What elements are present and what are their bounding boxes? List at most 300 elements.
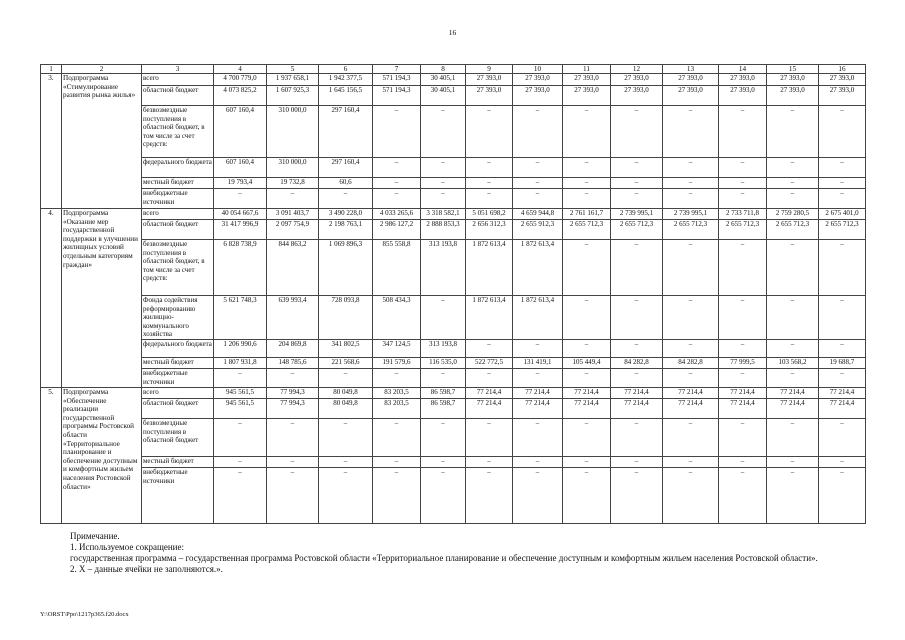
amount-cell: 2 198 763,1 [319, 220, 373, 240]
amount-cell: 77 214,4 [819, 398, 866, 418]
amount-cell: 2 739 995,1 [611, 209, 663, 220]
amount-cell: 27 393,0 [767, 86, 819, 106]
amount-cell: – [819, 178, 866, 189]
amount-cell: – [513, 178, 563, 189]
amount-cell: 313 193,8 [421, 240, 466, 296]
amount-cell: 191 579,6 [373, 357, 421, 368]
amount-cell: 2 986 127,2 [373, 220, 421, 240]
amount-cell: 27 393,0 [719, 74, 767, 86]
amount-cell: – [373, 467, 421, 523]
amount-cell: – [663, 418, 719, 456]
funding-source: местный бюджет [142, 456, 214, 467]
amount-cell: 27 393,0 [513, 86, 563, 106]
amount-cell: 77 214,4 [767, 387, 819, 398]
amount-cell: – [767, 418, 819, 456]
amount-cell: 77 999,5 [719, 357, 767, 368]
amount-cell: – [466, 339, 513, 357]
amount-cell: – [819, 296, 866, 340]
amount-cell: 77 994,3 [267, 387, 319, 398]
notes-section [40, 531, 870, 575]
amount-cell: 204 869,8 [267, 339, 319, 357]
amount-cell: 19 793,4 [214, 178, 267, 189]
amount-cell: 116 535,0 [421, 357, 466, 368]
amount-cell: – [466, 158, 513, 178]
amount-cell: 19 688,7 [819, 357, 866, 368]
amount-cell: – [421, 178, 466, 189]
amount-cell: 1 937 658,1 [267, 74, 319, 86]
table-row [41, 209, 866, 220]
amount-cell: – [319, 456, 373, 467]
amount-cell: – [563, 158, 611, 178]
amount-cell: 2 655 712,3 [819, 220, 866, 240]
amount-cell: 728 093,8 [319, 296, 373, 340]
amount-cell: 83 203,5 [373, 387, 421, 398]
amount-cell: 2 655 712,3 [611, 220, 663, 240]
table-row [41, 74, 866, 86]
amount-cell: 84 282,8 [611, 357, 663, 368]
amount-cell: – [421, 418, 466, 456]
amount-cell: – [767, 178, 819, 189]
amount-cell: 77 214,4 [513, 398, 563, 418]
amount-cell: 1 807 931,8 [214, 357, 267, 368]
amount-cell: 2 739 995,1 [663, 209, 719, 220]
amount-cell: – [466, 368, 513, 387]
amount-cell: 221 568,6 [319, 357, 373, 368]
amount-cell: 297 160,4 [319, 106, 373, 158]
amount-cell: – [663, 339, 719, 357]
amount-cell: – [563, 339, 611, 357]
amount-cell: 27 393,0 [563, 86, 611, 106]
amount-cell: – [663, 467, 719, 523]
table-row [41, 339, 866, 357]
amount-cell: – [513, 158, 563, 178]
amount-cell: 27 393,0 [466, 86, 513, 106]
amount-cell: 27 393,0 [611, 74, 663, 86]
table-row [41, 296, 866, 340]
amount-cell: – [563, 418, 611, 456]
amount-cell: – [767, 296, 819, 340]
funding-source: внебюджетные источники [142, 189, 214, 209]
funding-source: областной бюджет [142, 398, 214, 418]
amount-cell: 607 160,4 [214, 106, 267, 158]
header-row [41, 65, 866, 74]
amount-cell: – [421, 467, 466, 523]
amount-cell: 84 282,8 [663, 357, 719, 368]
amount-cell: 1 872 613,4 [466, 296, 513, 340]
amount-cell: 1 206 990,6 [214, 339, 267, 357]
amount-cell: – [466, 467, 513, 523]
amount-cell: – [267, 189, 319, 209]
amount-cell: 27 393,0 [563, 74, 611, 86]
amount-cell: 2 655 712,3 [767, 220, 819, 240]
amount-cell: – [513, 368, 563, 387]
amount-cell: – [267, 368, 319, 387]
amount-cell: 522 772,5 [466, 357, 513, 368]
table-row [41, 189, 866, 209]
table-body [41, 74, 866, 524]
amount-cell: 77 214,4 [719, 387, 767, 398]
amount-cell: 77 214,4 [819, 387, 866, 398]
amount-cell: – [767, 240, 819, 296]
amount-cell: 571 194,3 [373, 86, 421, 106]
note-item-1: 1. Используемое сокращение: [70, 542, 184, 552]
amount-cell: 508 434,3 [373, 296, 421, 340]
amount-cell: – [719, 240, 767, 296]
amount-cell: – [563, 456, 611, 467]
amount-cell: – [319, 189, 373, 209]
amount-cell: 639 993,4 [267, 296, 319, 340]
amount-cell: 77 994,3 [267, 398, 319, 418]
amount-cell: 2 759 280,5 [767, 209, 819, 220]
amount-cell: – [466, 456, 513, 467]
amount-cell: 30 405,1 [421, 74, 466, 86]
amount-cell: – [611, 368, 663, 387]
amount-cell: 27 393,0 [663, 74, 719, 86]
amount-cell: – [373, 368, 421, 387]
table-row [41, 158, 866, 178]
amount-cell: – [611, 106, 663, 158]
page-number: 16 [448, 28, 457, 37]
amount-cell: – [611, 456, 663, 467]
funding-source: Фонда содействия реформированию жилищно-коммунального хозяйства [142, 296, 214, 340]
amount-cell: 77 214,4 [663, 387, 719, 398]
amount-cell: – [819, 339, 866, 357]
amount-cell: 310 000,0 [267, 158, 319, 178]
amount-cell: – [719, 467, 767, 523]
note-item-1-text: государственная программа – государственная программа Ростовской области «Территориальное планирование и обеспечение доступным и комфортным жильем населения Ростовской области». [70, 553, 818, 563]
amount-cell: 27 393,0 [767, 74, 819, 86]
amount-cell: – [563, 106, 611, 158]
column-header: 11 [563, 65, 611, 74]
amount-cell: – [819, 158, 866, 178]
funding-source: внебюджетные источники [142, 467, 214, 523]
amount-cell: 77 214,4 [563, 387, 611, 398]
amount-cell: – [319, 467, 373, 523]
column-header: 12 [611, 65, 663, 74]
amount-cell: – [421, 106, 466, 158]
amount-cell: 3 490 228,0 [319, 209, 373, 220]
table-row [41, 456, 866, 467]
table-row [41, 240, 866, 296]
funding-source: безвозмездные поступления в областной бюджет, в том числе за счет средств: [142, 240, 214, 296]
amount-cell: – [611, 189, 663, 209]
amount-cell: 2 655 712,3 [719, 220, 767, 240]
amount-cell: – [373, 158, 421, 178]
amount-cell: – [421, 296, 466, 340]
column-header: 6 [319, 65, 373, 74]
amount-cell: 86 598,7 [421, 387, 466, 398]
amount-cell: 80 049,8 [319, 398, 373, 418]
amount-cell: – [563, 296, 611, 340]
funding-source: всего [142, 209, 214, 220]
amount-cell: 5 051 698,2 [466, 209, 513, 220]
amount-cell: – [719, 189, 767, 209]
amount-cell: 1 942 377,5 [319, 74, 373, 86]
note-item-2: 2. Х – данные ячейки не заполняются.». [70, 564, 223, 574]
funding-source: всего [142, 387, 214, 398]
budget-table [40, 64, 866, 524]
amount-cell: – [767, 456, 819, 467]
amount-cell: – [513, 189, 563, 209]
table-row [41, 220, 866, 240]
amount-cell: 1 872 613,4 [466, 240, 513, 296]
amount-cell: 2 655 912,3 [513, 220, 563, 240]
amount-cell: 77 214,4 [466, 398, 513, 418]
column-header: 2 [62, 65, 142, 74]
amount-cell: 310 000,0 [267, 106, 319, 158]
column-header: 3 [142, 65, 214, 74]
column-header: 9 [466, 65, 513, 74]
amount-cell: 27 393,0 [819, 86, 866, 106]
amount-cell: 2 655 712,3 [663, 220, 719, 240]
amount-cell: 40 054 667,6 [214, 209, 267, 220]
amount-cell: – [563, 368, 611, 387]
amount-cell: 855 558,8 [373, 240, 421, 296]
amount-cell: – [663, 456, 719, 467]
amount-cell: 6 828 738,9 [214, 240, 267, 296]
amount-cell: 313 193,8 [421, 339, 466, 357]
program-number: 3. [41, 74, 62, 209]
amount-cell: 105 449,4 [563, 357, 611, 368]
amount-cell: 5 621 748,3 [214, 296, 267, 340]
funding-source: областной бюджет [142, 86, 214, 106]
amount-cell: 83 203,5 [373, 398, 421, 418]
amount-cell: – [663, 158, 719, 178]
funding-source: федерального бюджета [142, 158, 214, 178]
amount-cell: 77 214,4 [563, 398, 611, 418]
amount-cell: – [767, 189, 819, 209]
amount-cell: 31 417 996,9 [214, 220, 267, 240]
amount-cell: – [214, 456, 267, 467]
table-row [41, 467, 866, 523]
notes-title: Примечание. [70, 531, 120, 541]
column-header: 4 [214, 65, 267, 74]
amount-cell: – [611, 418, 663, 456]
amount-cell: – [319, 418, 373, 456]
amount-cell: 2 675 401,0 [819, 209, 866, 220]
amount-cell: 4 033 265,6 [373, 209, 421, 220]
program-number: 4. [41, 209, 62, 388]
table-row [41, 357, 866, 368]
amount-cell: – [663, 106, 719, 158]
program-name: Подпрограмма «Оказание мер государственной поддержки в улучшении жилищных условий отдельным категориям граждан» [62, 209, 142, 388]
amount-cell: – [663, 296, 719, 340]
funding-source: безвозмездные поступления в областной бюджет, в том числе за счет средств: [142, 106, 214, 158]
column-header: 15 [767, 65, 819, 74]
amount-cell: 571 194,3 [373, 74, 421, 86]
amount-cell: – [819, 467, 866, 523]
amount-cell: – [373, 178, 421, 189]
amount-cell: – [719, 158, 767, 178]
amount-cell: – [819, 456, 866, 467]
column-header: 8 [421, 65, 466, 74]
amount-cell: 27 393,0 [611, 86, 663, 106]
column-header: 5 [267, 65, 319, 74]
amount-cell: 297 160,4 [319, 158, 373, 178]
amount-cell: 77 214,4 [513, 387, 563, 398]
column-header: 1 [41, 65, 62, 74]
amount-cell: 1 872 613,4 [513, 296, 563, 340]
amount-cell: – [214, 418, 267, 456]
table-row [41, 398, 866, 418]
amount-cell: 86 598,7 [421, 398, 466, 418]
amount-cell: – [611, 158, 663, 178]
amount-cell: – [563, 189, 611, 209]
amount-cell: – [513, 418, 563, 456]
amount-cell: – [611, 296, 663, 340]
amount-cell: – [719, 178, 767, 189]
amount-cell: – [719, 418, 767, 456]
amount-cell: – [663, 189, 719, 209]
amount-cell: – [663, 178, 719, 189]
amount-cell: – [267, 418, 319, 456]
amount-cell: 3 091 403,7 [267, 209, 319, 220]
amount-cell: 77 214,4 [719, 398, 767, 418]
amount-cell: 2 888 853,3 [421, 220, 466, 240]
amount-cell: – [767, 368, 819, 387]
amount-cell: – [319, 368, 373, 387]
amount-cell: – [611, 178, 663, 189]
amount-cell: 2 097 754,9 [267, 220, 319, 240]
amount-cell: – [611, 339, 663, 357]
amount-cell: 19 732,8 [267, 178, 319, 189]
amount-cell: – [819, 240, 866, 296]
column-header: 13 [663, 65, 719, 74]
amount-cell: – [373, 418, 421, 456]
funding-source: всего [142, 74, 214, 86]
amount-cell: – [466, 178, 513, 189]
amount-cell: 2 761 161,7 [563, 209, 611, 220]
amount-cell: – [719, 339, 767, 357]
amount-cell: – [719, 368, 767, 387]
amount-cell: – [466, 189, 513, 209]
amount-cell: – [373, 456, 421, 467]
amount-cell: 2 656 312,3 [466, 220, 513, 240]
amount-cell: – [373, 189, 421, 209]
amount-cell: – [819, 418, 866, 456]
amount-cell: 1 872 613,4 [513, 240, 563, 296]
amount-cell: – [663, 240, 719, 296]
amount-cell: – [563, 178, 611, 189]
funding-source: местный бюджет [142, 178, 214, 189]
amount-cell: 131 419,1 [513, 357, 563, 368]
amount-cell: 27 393,0 [663, 86, 719, 106]
table-row [41, 178, 866, 189]
amount-cell: – [513, 106, 563, 158]
amount-cell: 103 568,2 [767, 357, 819, 368]
file-path-footer: Y:\ORST\Ppo\1217p365.f20.docx [40, 611, 129, 618]
amount-cell: – [767, 467, 819, 523]
amount-cell: 1 069 896,3 [319, 240, 373, 296]
column-header: 14 [719, 65, 767, 74]
amount-cell: 347 124,5 [373, 339, 421, 357]
amount-cell: 844 863,2 [267, 240, 319, 296]
amount-cell: – [214, 368, 267, 387]
amount-cell: 30 405,1 [421, 86, 466, 106]
amount-cell: – [719, 296, 767, 340]
amount-cell: – [819, 368, 866, 387]
table-row [41, 418, 866, 456]
amount-cell: 4 700 779,0 [214, 74, 267, 86]
amount-cell: – [819, 106, 866, 158]
amount-cell: – [611, 240, 663, 296]
amount-cell: 77 214,4 [611, 387, 663, 398]
funding-source: безвозмездные поступления в областной бюджет [142, 418, 214, 456]
amount-cell: 77 214,4 [663, 398, 719, 418]
funding-source: внебюджетные источники [142, 368, 214, 387]
column-header: 7 [373, 65, 421, 74]
amount-cell: 4 659 944,8 [513, 209, 563, 220]
funding-source: областной бюджет [142, 220, 214, 240]
amount-cell: – [513, 467, 563, 523]
amount-cell: – [466, 106, 513, 158]
amount-cell: 4 073 825,2 [214, 86, 267, 106]
amount-cell: – [513, 339, 563, 357]
funding-source: местный бюджет [142, 357, 214, 368]
amount-cell: – [767, 106, 819, 158]
amount-cell: 607 160,4 [214, 158, 267, 178]
amount-cell: – [719, 456, 767, 467]
funding-source: федерального бюджета [142, 339, 214, 357]
amount-cell: 27 393,0 [513, 74, 563, 86]
amount-cell: – [466, 418, 513, 456]
program-name: Подпрограмма «Обеспечение реализации государственной программы Ростовской области «Территориальное планирование и обеспечение доступным и комфортным жильем населения Ростовской области» [62, 387, 142, 523]
amount-cell: – [513, 456, 563, 467]
amount-cell: 2 655 712,3 [563, 220, 611, 240]
amount-cell: 945 561,5 [214, 398, 267, 418]
amount-cell: – [267, 467, 319, 523]
column-header: 10 [513, 65, 563, 74]
amount-cell: 3 318 582,1 [421, 209, 466, 220]
amount-cell: – [563, 240, 611, 296]
amount-cell: – [421, 158, 466, 178]
table-row [41, 368, 866, 387]
table-row [41, 106, 866, 158]
amount-cell: 2 733 711,8 [719, 209, 767, 220]
amount-cell: 77 214,4 [466, 387, 513, 398]
amount-cell: 80 049,8 [319, 387, 373, 398]
amount-cell: – [767, 339, 819, 357]
amount-cell: 1 607 925,3 [267, 86, 319, 106]
amount-cell: – [421, 456, 466, 467]
amount-cell: – [819, 189, 866, 209]
amount-cell: – [421, 368, 466, 387]
amount-cell: 77 214,4 [611, 398, 663, 418]
amount-cell: – [214, 467, 267, 523]
amount-cell: 27 393,0 [719, 86, 767, 106]
amount-cell: – [421, 189, 466, 209]
table-row [41, 86, 866, 106]
amount-cell: 1 645 156,5 [319, 86, 373, 106]
amount-cell: – [719, 106, 767, 158]
table-row [41, 387, 866, 398]
amount-cell: 60,6 [319, 178, 373, 189]
amount-cell: – [563, 467, 611, 523]
amount-cell: 77 214,4 [767, 398, 819, 418]
amount-cell: – [663, 368, 719, 387]
program-name: Подпрограмма «Стимулирование развития рынка жилья» [62, 74, 142, 209]
amount-cell: – [267, 456, 319, 467]
amount-cell: 27 393,0 [466, 74, 513, 86]
amount-cell: 341 802,5 [319, 339, 373, 357]
amount-cell: – [611, 467, 663, 523]
amount-cell: – [214, 189, 267, 209]
amount-cell: 945 561,5 [214, 387, 267, 398]
amount-cell: – [373, 106, 421, 158]
column-header: 16 [819, 65, 866, 74]
amount-cell: – [767, 158, 819, 178]
program-number: 5. [41, 387, 62, 523]
